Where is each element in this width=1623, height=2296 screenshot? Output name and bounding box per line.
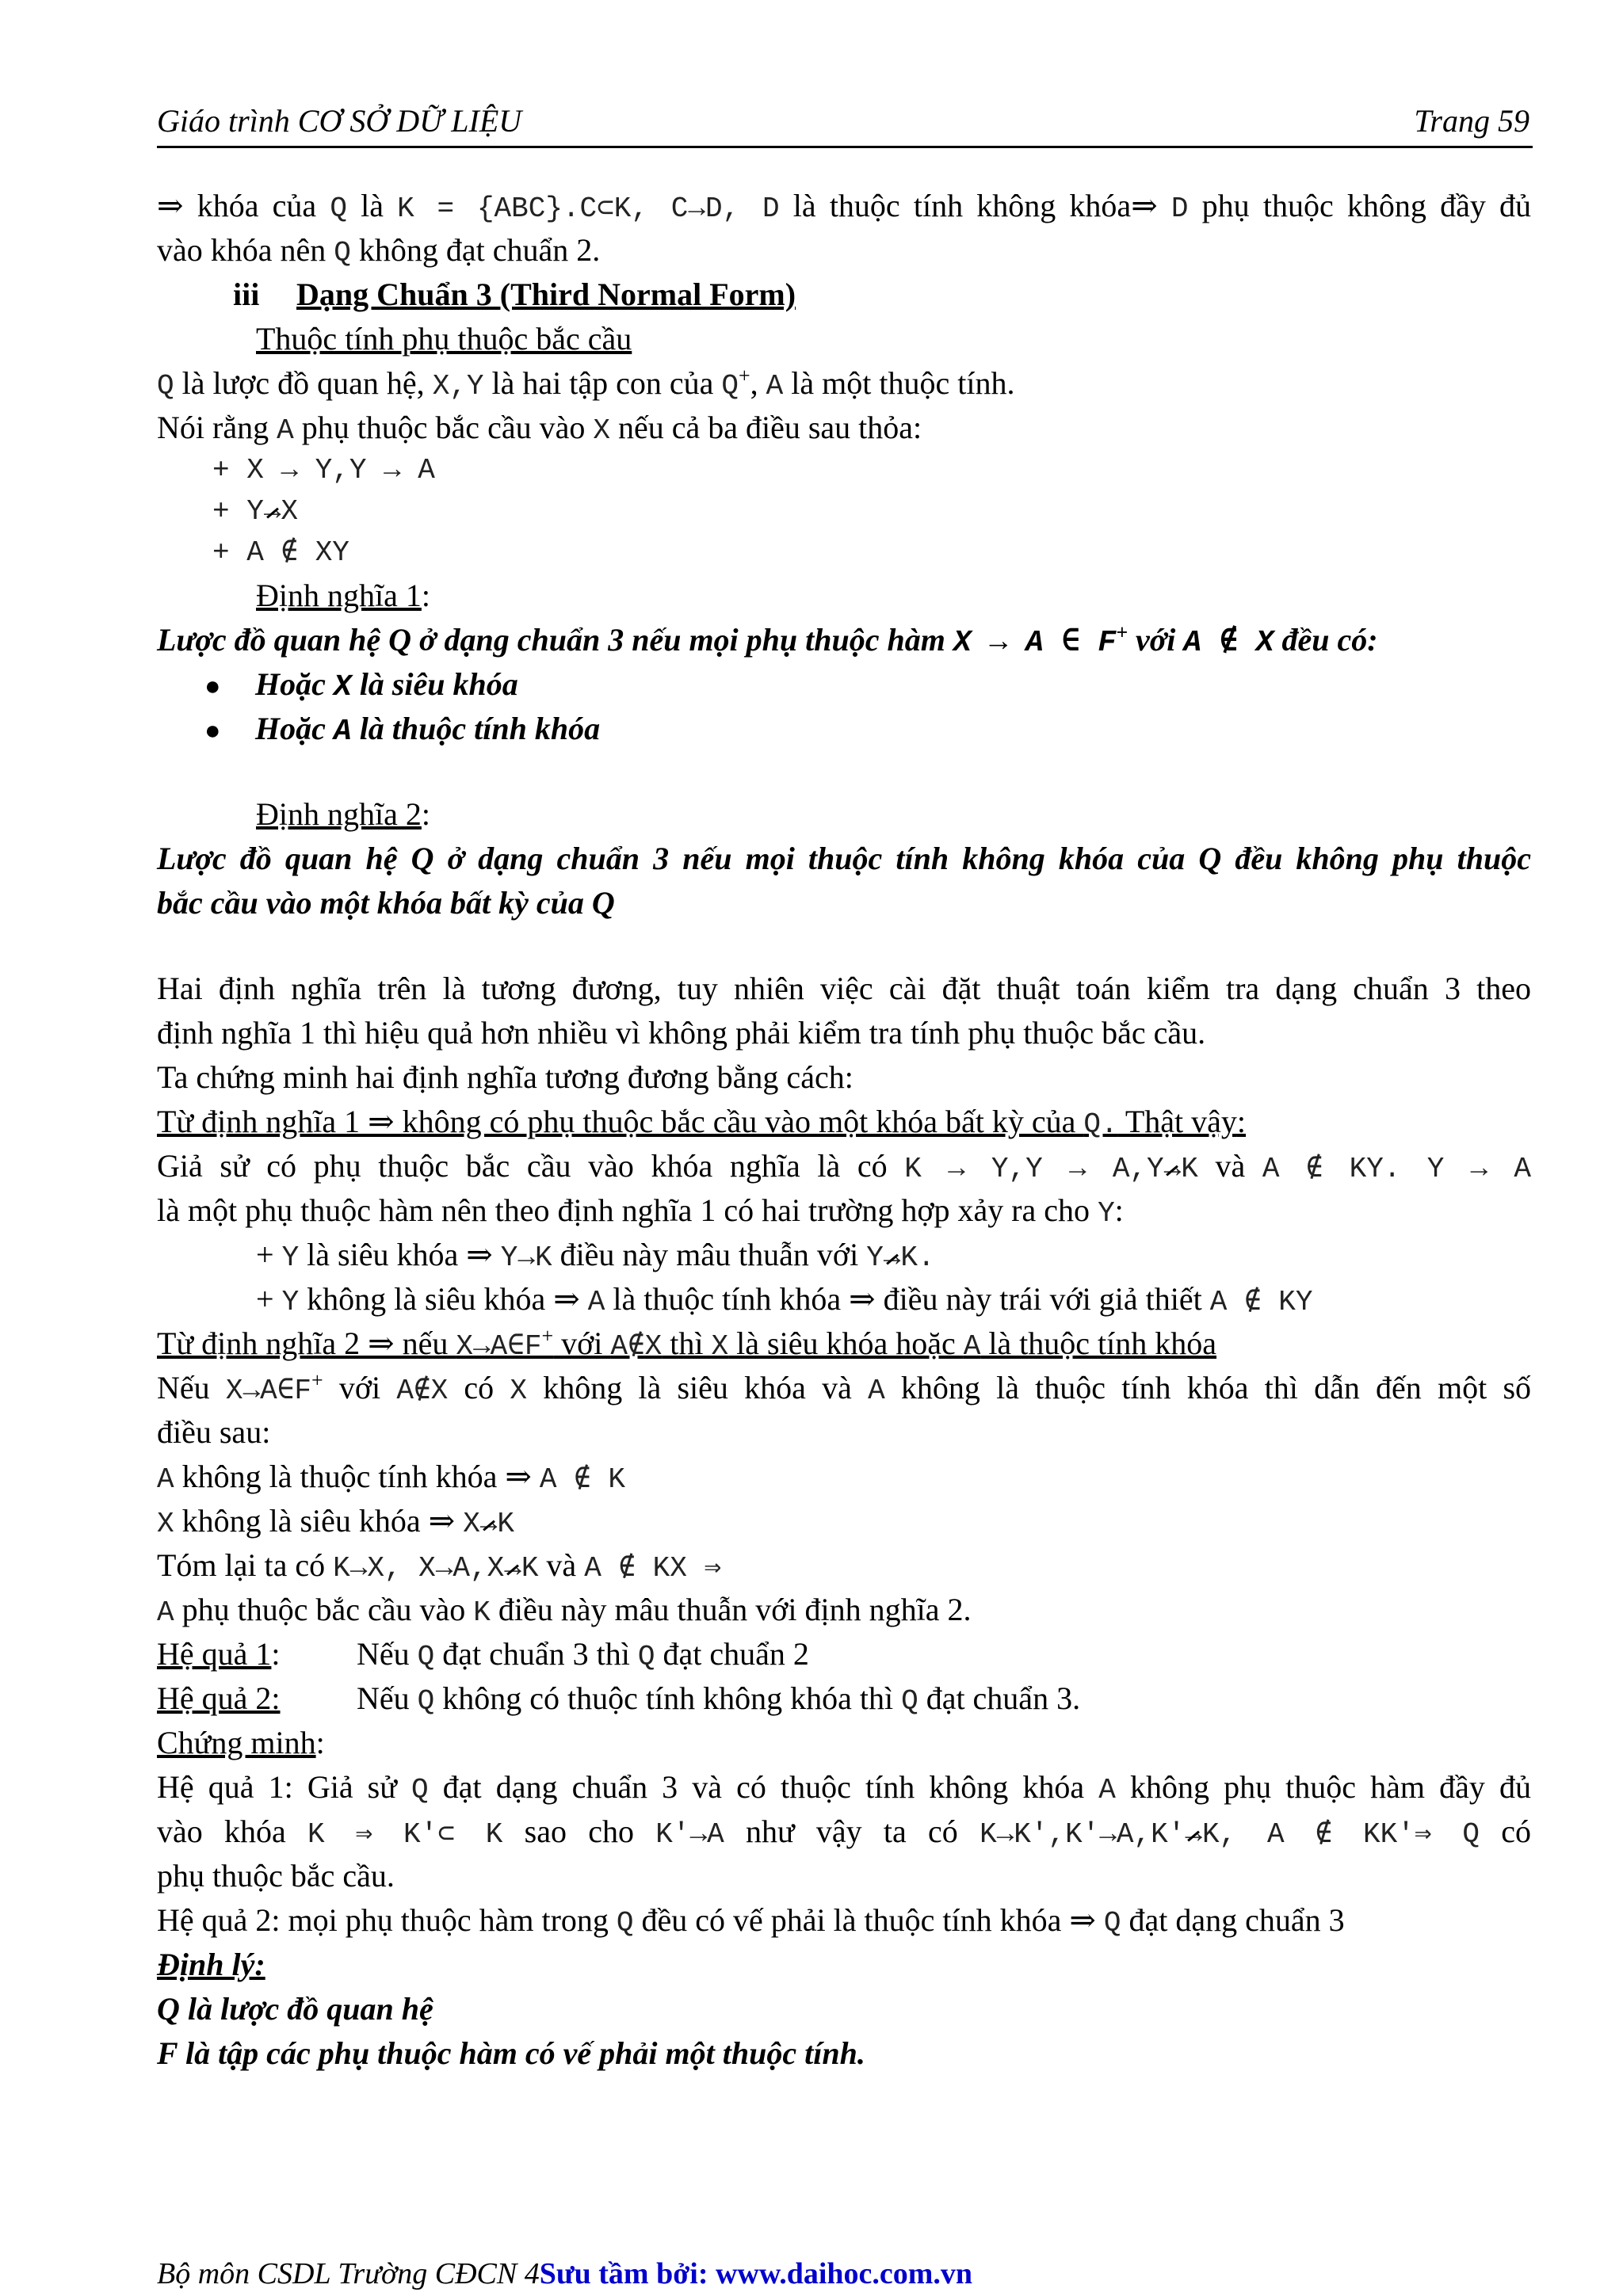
definition-text: Lược đồ quan hệ Q ở dạng chuẩn 3 nếu mọi thuộc tính không khóa của Q đều không phụ thuộc	[157, 841, 1531, 876]
condition-line: + A ∉ XY	[212, 536, 349, 569]
condition-line: + Y→X	[157, 491, 1531, 532]
header-page-number: Trang 59	[1414, 103, 1529, 139]
list-item: ● Hoặc A là thuộc tính khóa	[157, 707, 1531, 751]
paragraph-line: điều sau:	[157, 1414, 271, 1450]
paragraph-line: Hệ quả 2: mọi phụ thuộc hàm trong Q đều có vế phải là thuộc tính khóa ⇒ Q đạt dạng chuẩn 3	[157, 1902, 1345, 1939]
not-implies-arrow: →	[1164, 1147, 1182, 1192]
paragraph-line: Từ định nghĩa 2 ⇒ nếu X→A∈F+ với A∉X thì X là siêu khóa hoặc A là thuộc tính khóa	[157, 1324, 1217, 1363]
text-line: Nói rằng A phụ thuộc bắc cầu vào X nếu cả ba điều sau thỏa:	[157, 410, 922, 447]
section-number: iii	[233, 277, 260, 312]
section-title: Dạng Chuẩn 3 (Third Normal Form)	[296, 277, 796, 312]
definition-label: Định nghĩa 1:	[256, 578, 430, 613]
paragraph-line: Ta chứng minh hai định nghĩa tương đương bằng cách:	[157, 1059, 854, 1095]
corollary-line: Hệ quả 1: Nếu Q đạt chuẩn 3 thì Q đạt chuẩn 2	[157, 1636, 809, 1673]
definition-text: Lược đồ quan hệ Q ở dạng chuẩn 3 nếu mọi phụ thuộc hàm X → A ∈ F+ với A ∉ X đều có:	[157, 620, 1378, 660]
definition-label: Định nghĩa 2:	[256, 796, 430, 832]
text-line: vào khóa nên Q không đạt chuẩn 2.	[157, 232, 601, 269]
subheading: Thuộc tính phụ thuộc bắc cầu	[256, 321, 632, 357]
footer-link[interactable]: www.daihoc.com.vn	[715, 2257, 973, 2290]
paragraph-line: Hệ quả 1: Giả sử Q đạt dạng chuẩn 3 và có thuộc tính không khóa A không phụ thuộc hàm đầy đủ	[157, 1769, 1531, 1806]
corollary-line: Hệ quả 2: Nếu Q không có thuộc tính không khóa thì Q đạt chuẩn 3.	[157, 1680, 1081, 1718]
paragraph-line: A phụ thuộc bắc cầu vào K điều này mâu thuẫn với định nghĩa 2.	[157, 1592, 972, 1629]
paragraph-line: Nếu X→A∈F+ với A∉X có X không là siêu khóa và A không là thuộc tính khóa thì dẫn đến một số	[157, 1368, 1532, 1407]
paragraph-line: + Y không là siêu khóa ⇒ A là thuộc tính khóa ⇒ điều này trái với giả thiết A ∉ KY	[256, 1281, 1313, 1318]
condition-line: + X → Y,Y → A	[212, 454, 435, 486]
paragraph-line: A không là thuộc tính khóa ⇒ A ∉ K	[157, 1459, 625, 1496]
theorem-text: F là tập các phụ thuộc hàm có vế phải một thuộc tính.	[157, 2035, 865, 2071]
text-line: Q là lược đồ quan hệ, X,Y là hai tập con của Q+, A là một thuộc tính.	[157, 364, 1015, 402]
definition-text: bắc cầu vào một khóa bất kỳ của Q	[157, 885, 615, 921]
not-implies-arrow: →	[480, 1502, 498, 1547]
footer-text: Bộ môn CSDL Trường CĐCN 4	[157, 2257, 540, 2290]
paragraph-line: + Y là siêu khóa ⇒ Y→K điều này mâu thuẫn với Y→K.	[157, 1233, 1531, 1277]
footer-source: Sưu tầm bởi:	[539, 2257, 716, 2290]
text-line: ⇒ khóa của Q là K = {ABC}.C⊂K, C→D, D là thuộc tính không khóa⇒ D phụ thuộc không đầy đủ	[157, 188, 1531, 225]
bullet-icon: ●	[204, 716, 221, 746]
not-implies-arrow: →	[504, 1547, 521, 1591]
header-divider	[157, 146, 1533, 148]
paragraph-line: phụ thuộc bắc cầu.	[157, 1858, 395, 1894]
bullet-icon: ●	[204, 672, 221, 701]
not-implies-arrow: →	[264, 491, 281, 532]
paragraph-line: Từ định nghĩa 1 ⇒ không có phụ thuộc bắc cầu vào một khóa bất kỳ của Q. Thật vậy:	[157, 1104, 1247, 1141]
paragraph-line: là một phụ thuộc hàm nên theo định nghĩa 1 có hai trường hợp xảy ra cho Y:	[157, 1192, 1124, 1230]
list-item: ● Hoặc X là siêu khóa	[157, 662, 1531, 707]
not-implies-arrow: →	[1185, 1813, 1202, 1857]
section-heading	[157, 273, 1531, 317]
paragraph-line: Giả sử có phụ thuộc bắc cầu vào khóa nghĩa là có K → Y,Y → A,Y→K và A ∉ KY. Y → A	[157, 1144, 1531, 1188]
theorem-label: Định lý:	[157, 1947, 265, 1982]
paragraph-line: X không là siêu khóa ⇒ X→K	[157, 1499, 1531, 1543]
theorem-text: Q là lược đồ quan hệ	[157, 1991, 433, 2027]
paragraph-line: Hai định nghĩa trên là tương đương, tuy nhiên việc cài đặt thuật toán kiểm tra dạng chuẩn 3 theo	[157, 971, 1531, 1006]
proof-label: Chứng minh:	[157, 1725, 325, 1760]
not-implies-arrow: →	[884, 1236, 901, 1280]
page-footer	[157, 2256, 972, 2291]
paragraph-line: vào khóa K ⇒ K'⊂ K sao cho K'→A như vậy ta có K→K',K'→A,K'→K, A ∉ KK'⇒ Q có	[157, 1810, 1531, 1854]
paragraph-line: Tóm lại ta có K→X, X→A,X→K và A ∉ KX ⇒	[157, 1543, 1531, 1588]
main-content	[157, 184, 1531, 2076]
header-title: Giáo trình CƠ SỞ DỮ LIỆU	[157, 103, 522, 139]
paragraph-line: định nghĩa 1 thì hiệu quả hơn nhiều vì không phải kiểm tra tính phụ thuộc bắc cầu.	[157, 1015, 1206, 1051]
